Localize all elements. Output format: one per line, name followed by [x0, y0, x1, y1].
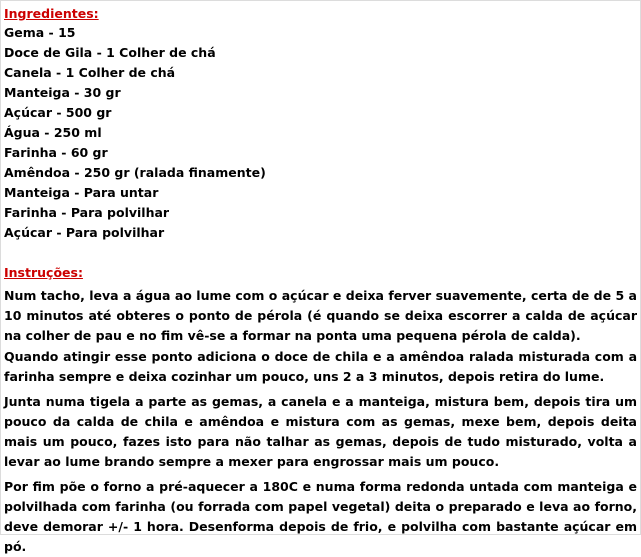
ingredient-item: Farinha - 60 gr: [4, 145, 108, 160]
ingredients-heading: Ingredientes:: [4, 6, 99, 21]
ingredient-item: Canela - 1 Colher de chá: [4, 65, 176, 80]
ingredient-item: Água - 250 ml: [4, 125, 102, 140]
ingredient-item: Gema - 15: [4, 25, 76, 40]
instruction-paragraph: Junta numa tigela a parte as gemas, a canela e a manteiga, mistura bem, depois tira um pouco da calda de chila e amêndoa e mistura com as gemas, mexe bem, depois deita mais um pouco, fazes isto para não talhar as gemas, depois de tudo misturado, volta a levar ao lume brando sempre a mexer para engrossar mais um pouco.: [4, 394, 637, 469]
ingredient-item: Amêndoa - 250 gr (ralada finamente): [4, 165, 266, 180]
instructions-heading: Instruções:: [4, 265, 83, 280]
ingredients-list: [4, 23, 266, 243]
instruction-paragraph: Quando atingir esse ponto adiciona o doce de chila e a amêndoa ralada misturada com a farinha sempre e deixa cozinhar um pouco, uns 2 a 3 minutos, depois retira do lume.: [4, 349, 637, 384]
ingredient-item: Açúcar - Para polvilhar: [4, 225, 165, 240]
instruction-paragraph: Num tacho, leva a água ao lume com o açúcar e deixa ferver suavemente, certa de de 5 a 10 minutos até obteres o ponto de pérola (é quando se deixa escorrer a calda de açúcar na colher de pau e no fim vê-se a formar na ponta uma pequena pérola de calda).: [4, 288, 637, 343]
instruction-paragraph: Por fim põe o forno a pré-aquecer a 180C e numa forma redonda untada com manteiga e polvilhada com farinha (ou forrada com papel vegetal) deita o preparado e leva ao forno, deve demorar +/- 1 hora. Desenforma depois de frio, e polvilha com bastante açúcar em pó.: [4, 479, 637, 554]
ingredient-item: Doce de Gila - 1 Colher de chá: [4, 45, 216, 60]
ingredient-item: Farinha - Para polvilhar: [4, 205, 170, 220]
ingredient-item: Açúcar - 500 gr: [4, 105, 112, 120]
ingredient-item: Manteiga - 30 gr: [4, 85, 121, 100]
ingredient-item: Manteiga - Para untar: [4, 185, 159, 200]
